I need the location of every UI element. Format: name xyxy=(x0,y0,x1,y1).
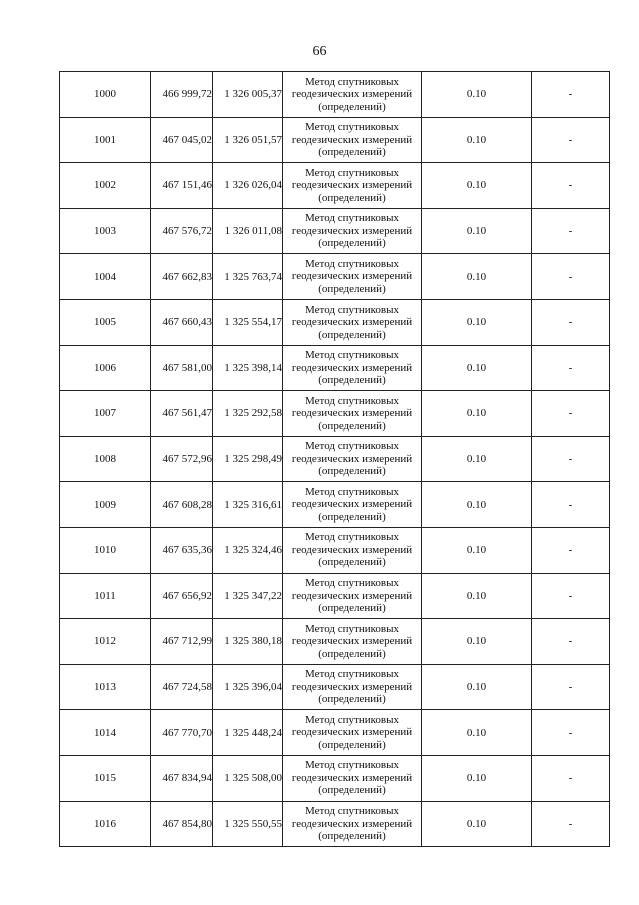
point-id-cell: 1006 xyxy=(60,345,151,391)
method-text-line: геодезических измерений xyxy=(291,361,413,374)
accuracy-cell: 0.10 xyxy=(422,117,532,163)
table-row xyxy=(60,527,610,573)
table-row xyxy=(60,299,610,345)
accuracy-cell: 0.10 xyxy=(422,755,532,801)
note-cell: - xyxy=(532,345,610,391)
accuracy-cell: 0.10 xyxy=(422,391,532,437)
y-coordinate-cell: 1 325 347,22 xyxy=(213,573,283,619)
point-id-cell: 1011 xyxy=(60,573,151,619)
method-text-line: геодезических измерений xyxy=(291,635,413,648)
table-row xyxy=(60,801,610,847)
method-text-line: Метод спутниковых xyxy=(305,713,399,726)
method-text-line: (определений) xyxy=(318,374,386,387)
note-cell: - xyxy=(532,801,610,847)
method-text-line: геодезических измерений xyxy=(291,543,413,556)
table-row xyxy=(60,72,610,118)
note-cell: - xyxy=(532,163,610,209)
method-cell xyxy=(283,482,422,528)
method-cell xyxy=(283,710,422,756)
method-text-line: (определений) xyxy=(318,693,386,706)
accuracy-cell: 0.10 xyxy=(422,208,532,254)
method-cell xyxy=(283,664,422,710)
method-cell xyxy=(283,163,422,209)
y-coordinate-cell: 1 325 316,61 xyxy=(213,482,283,528)
y-coordinate-cell: 1 325 508,00 xyxy=(213,755,283,801)
method-text-line: Метод спутниковых xyxy=(305,440,399,453)
point-id-cell: 1015 xyxy=(60,755,151,801)
note-cell: - xyxy=(532,755,610,801)
table-row xyxy=(60,391,610,437)
method-text-line: (определений) xyxy=(318,282,386,295)
method-cell xyxy=(283,208,422,254)
accuracy-cell: 0.10 xyxy=(422,345,532,391)
method-text-line: Метод спутниковых xyxy=(305,805,399,818)
method-cell xyxy=(283,527,422,573)
method-cell xyxy=(283,72,422,118)
method-cell xyxy=(283,117,422,163)
x-coordinate-cell: 467 662,83 xyxy=(151,254,213,300)
point-id-cell: 1012 xyxy=(60,619,151,665)
method-text-line: (определений) xyxy=(318,784,386,797)
table-row xyxy=(60,254,610,300)
method-text-line: Метод спутниковых xyxy=(305,668,399,681)
y-coordinate-cell: 1 325 448,24 xyxy=(213,710,283,756)
accuracy-cell: 0.10 xyxy=(422,299,532,345)
method-text-line: Метод спутниковых xyxy=(305,394,399,407)
accuracy-cell: 0.10 xyxy=(422,710,532,756)
method-text-line: Метод спутниковых xyxy=(305,759,399,772)
y-coordinate-cell: 1 325 398,14 xyxy=(213,345,283,391)
method-cell xyxy=(283,345,422,391)
accuracy-cell: 0.10 xyxy=(422,619,532,665)
accuracy-cell: 0.10 xyxy=(422,436,532,482)
method-cell xyxy=(283,391,422,437)
method-text-line: (определений) xyxy=(318,419,386,432)
method-text-line: (определений) xyxy=(318,647,386,660)
method-text-line: геодезических измерений xyxy=(291,726,413,739)
method-text-line: (определений) xyxy=(318,738,386,751)
point-id-cell: 1000 xyxy=(60,72,151,118)
note-cell: - xyxy=(532,664,610,710)
x-coordinate-cell: 467 712,99 xyxy=(151,619,213,665)
method-text-line: геодезических измерений xyxy=(291,224,413,237)
method-text-line: Метод спутниковых xyxy=(305,622,399,635)
method-cell xyxy=(283,619,422,665)
x-coordinate-cell: 467 635,36 xyxy=(151,527,213,573)
method-text-line: геодезических измерений xyxy=(291,270,413,283)
note-cell: - xyxy=(532,710,610,756)
x-coordinate-cell: 467 724,58 xyxy=(151,664,213,710)
accuracy-cell: 0.10 xyxy=(422,72,532,118)
method-text-line: геодезических измерений xyxy=(291,817,413,830)
x-coordinate-cell: 467 660,43 xyxy=(151,299,213,345)
method-text-line: (определений) xyxy=(318,830,386,843)
note-cell: - xyxy=(532,482,610,528)
method-text-line: (определений) xyxy=(318,328,386,341)
note-cell: - xyxy=(532,573,610,619)
x-coordinate-cell: 467 834,94 xyxy=(151,755,213,801)
point-id-cell: 1004 xyxy=(60,254,151,300)
point-id-cell: 1014 xyxy=(60,710,151,756)
y-coordinate-cell: 1 325 550,55 xyxy=(213,801,283,847)
method-text-line: Метод спутниковых xyxy=(305,303,399,316)
table-row xyxy=(60,664,610,710)
accuracy-cell: 0.10 xyxy=(422,527,532,573)
y-coordinate-cell: 1 325 396,04 xyxy=(213,664,283,710)
method-cell xyxy=(283,299,422,345)
note-cell: - xyxy=(532,391,610,437)
x-coordinate-cell: 467 656,92 xyxy=(151,573,213,619)
table-row xyxy=(60,345,610,391)
method-cell xyxy=(283,254,422,300)
method-text-line: геодезических измерений xyxy=(291,498,413,511)
point-id-cell: 1013 xyxy=(60,664,151,710)
accuracy-cell: 0.10 xyxy=(422,482,532,528)
y-coordinate-cell: 1 325 298,49 xyxy=(213,436,283,482)
table-row xyxy=(60,755,610,801)
method-text-line: Метод спутниковых xyxy=(305,485,399,498)
method-cell xyxy=(283,436,422,482)
method-text-line: (определений) xyxy=(318,556,386,569)
point-id-cell: 1007 xyxy=(60,391,151,437)
accuracy-cell: 0.10 xyxy=(422,254,532,300)
x-coordinate-cell: 467 561,47 xyxy=(151,391,213,437)
point-id-cell: 1009 xyxy=(60,482,151,528)
method-text-line: геодезических измерений xyxy=(291,452,413,465)
method-text-line: геодезических измерений xyxy=(291,407,413,420)
method-text-line: (определений) xyxy=(318,465,386,478)
method-text-line: (определений) xyxy=(318,237,386,250)
method-text-line: (определений) xyxy=(318,146,386,159)
table-row xyxy=(60,163,610,209)
method-text-line: геодезических измерений xyxy=(291,680,413,693)
method-text-line: Метод спутниковых xyxy=(305,166,399,179)
method-text-line: геодезических измерений xyxy=(291,179,413,192)
accuracy-cell: 0.10 xyxy=(422,163,532,209)
note-cell: - xyxy=(532,527,610,573)
y-coordinate-cell: 1 325 380,18 xyxy=(213,619,283,665)
note-cell: - xyxy=(532,72,610,118)
method-text-line: Метод спутниковых xyxy=(305,577,399,590)
method-cell xyxy=(283,801,422,847)
point-id-cell: 1003 xyxy=(60,208,151,254)
y-coordinate-cell: 1 325 763,74 xyxy=(213,254,283,300)
table-row xyxy=(60,573,610,619)
table-row xyxy=(60,619,610,665)
method-text-line: Метод спутниковых xyxy=(305,212,399,225)
table-body xyxy=(60,72,610,847)
y-coordinate-cell: 1 326 051,57 xyxy=(213,117,283,163)
point-id-cell: 1002 xyxy=(60,163,151,209)
note-cell: - xyxy=(532,436,610,482)
x-coordinate-cell: 467 572,96 xyxy=(151,436,213,482)
note-cell: - xyxy=(532,299,610,345)
x-coordinate-cell: 467 770,70 xyxy=(151,710,213,756)
table-row xyxy=(60,436,610,482)
accuracy-cell: 0.10 xyxy=(422,801,532,847)
point-id-cell: 1010 xyxy=(60,527,151,573)
note-cell: - xyxy=(532,117,610,163)
x-coordinate-cell: 466 999,72 xyxy=(151,72,213,118)
method-cell xyxy=(283,573,422,619)
y-coordinate-cell: 1 325 324,46 xyxy=(213,527,283,573)
method-text-line: Метод спутниковых xyxy=(305,257,399,270)
method-text-line: (определений) xyxy=(318,191,386,204)
method-text-line: Метод спутниковых xyxy=(305,121,399,134)
point-id-cell: 1016 xyxy=(60,801,151,847)
accuracy-cell: 0.10 xyxy=(422,664,532,710)
x-coordinate-cell: 467 151,46 xyxy=(151,163,213,209)
accuracy-cell: 0.10 xyxy=(422,573,532,619)
note-cell: - xyxy=(532,208,610,254)
method-text-line: (определений) xyxy=(318,510,386,523)
method-text-line: геодезических измерений xyxy=(291,589,413,602)
x-coordinate-cell: 467 576,72 xyxy=(151,208,213,254)
table-row xyxy=(60,117,610,163)
x-coordinate-cell: 467 608,28 xyxy=(151,482,213,528)
method-text-line: Метод спутниковых xyxy=(305,75,399,88)
method-text-line: (определений) xyxy=(318,602,386,615)
method-text-line: Метод спутниковых xyxy=(305,531,399,544)
y-coordinate-cell: 1 325 292,58 xyxy=(213,391,283,437)
y-coordinate-cell: 1 326 005,37 xyxy=(213,72,283,118)
point-id-cell: 1001 xyxy=(60,117,151,163)
point-id-cell: 1005 xyxy=(60,299,151,345)
method-text-line: геодезических измерений xyxy=(291,316,413,329)
method-text-line: геодезических измерений xyxy=(291,88,413,101)
coordinates-table xyxy=(59,71,610,847)
table-row xyxy=(60,710,610,756)
method-text-line: геодезических измерений xyxy=(291,133,413,146)
y-coordinate-cell: 1 326 026,04 xyxy=(213,163,283,209)
method-text-line: (определений) xyxy=(318,100,386,113)
table-row xyxy=(60,482,610,528)
method-text-line: Метод спутниковых xyxy=(305,349,399,362)
x-coordinate-cell: 467 581,00 xyxy=(151,345,213,391)
x-coordinate-cell: 467 854,80 xyxy=(151,801,213,847)
method-cell xyxy=(283,755,422,801)
y-coordinate-cell: 1 325 554,17 xyxy=(213,299,283,345)
y-coordinate-cell: 1 326 011,08 xyxy=(213,208,283,254)
x-coordinate-cell: 467 045,02 xyxy=(151,117,213,163)
table-row xyxy=(60,208,610,254)
note-cell: - xyxy=(532,619,610,665)
method-text-line: геодезических измерений xyxy=(291,771,413,784)
note-cell: - xyxy=(532,254,610,300)
point-id-cell: 1008 xyxy=(60,436,151,482)
page-number: 66 xyxy=(312,44,327,59)
